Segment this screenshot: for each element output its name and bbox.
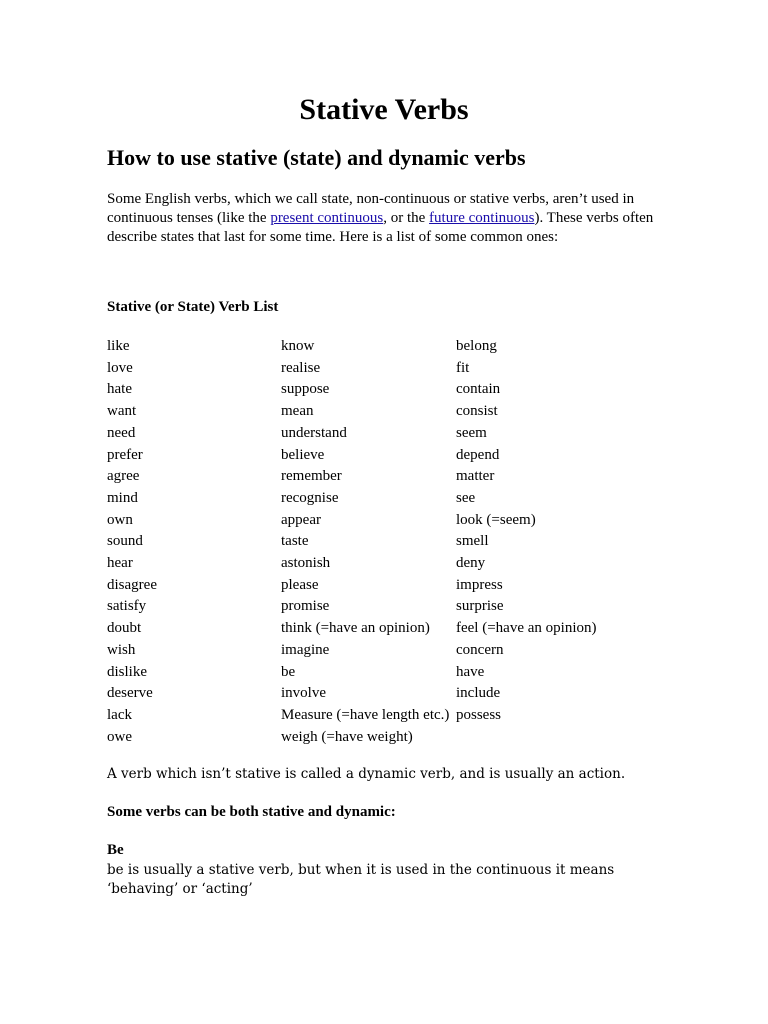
verb-cell: understand <box>281 424 347 441</box>
verb-row <box>107 596 656 618</box>
intro-text-1: Some English verbs, which we call state, non-continuous or stative verbs, aren’t used in continuous tenses (like the <box>107 191 635 226</box>
verb-cell: disagree <box>107 576 157 593</box>
verb-row <box>107 640 656 662</box>
verb-cell: recognise <box>281 489 339 506</box>
verb-cell: satisfy <box>107 598 147 615</box>
verb-cell: possess <box>456 706 502 723</box>
verb-cell: like <box>107 338 130 354</box>
section-subtitle: How to use stative (state) and dynamic verbs <box>107 145 526 170</box>
verb-cell: appear <box>281 511 321 528</box>
intro-text-2: , or the <box>383 210 430 226</box>
verb-cell: belong <box>456 338 497 354</box>
verb-cell: consist <box>456 403 498 420</box>
verb-cell: want <box>107 403 137 420</box>
verb-row <box>107 401 656 423</box>
intro-paragraph <box>107 190 667 247</box>
verb-cell: imagine <box>281 641 330 658</box>
verb-cell: fit <box>456 359 470 376</box>
verb-cell: smell <box>456 533 489 550</box>
verb-cell: suppose <box>281 381 330 398</box>
verb-row <box>107 705 656 727</box>
verb-cell: surprise <box>456 598 504 615</box>
verb-cell: contain <box>456 381 501 398</box>
be-heading: Be <box>107 842 124 858</box>
verb-row <box>107 445 656 467</box>
verb-list-heading: Stative (or State) Verb List <box>107 299 279 315</box>
verb-row <box>107 618 656 640</box>
be-explanation: be is usually a stative verb, but when it is used in the continuous it means ‘behaving’ or ‘acting’ <box>107 862 615 897</box>
verb-cell: agree <box>107 468 140 485</box>
verb-cell: Measure (=have length etc.) <box>281 706 450 723</box>
verb-cell: impress <box>456 576 503 593</box>
verb-row <box>107 336 656 358</box>
verb-cell: look (=seem) <box>456 511 536 528</box>
verb-cell: realise <box>281 359 321 376</box>
verb-row <box>107 553 656 575</box>
verb-cell: love <box>107 359 133 376</box>
verb-cell: matter <box>456 468 495 485</box>
verb-cell: concern <box>456 641 504 658</box>
present-continuous-link[interactable]: present continuous <box>270 210 384 226</box>
verb-cell: mind <box>107 489 138 506</box>
verb-cell: owe <box>107 728 132 745</box>
verb-cell: hear <box>107 555 133 572</box>
both-stative-dynamic-heading: Some verbs can be both stative and dynamic: <box>107 804 396 820</box>
verb-cell: believe <box>281 446 325 463</box>
verb-row <box>107 423 656 445</box>
verb-cell: weigh (=have weight) <box>281 728 413 745</box>
verb-cell: taste <box>281 533 309 550</box>
verb-cell: include <box>456 685 501 702</box>
verb-cell <box>456 727 656 749</box>
verb-cell: feel (=have an opinion) <box>456 620 597 637</box>
verb-cell: seem <box>456 424 487 441</box>
verb-cell: sound <box>107 533 143 550</box>
verb-cell: wish <box>107 641 136 658</box>
verb-cell: remember <box>281 468 342 485</box>
verb-cell: please <box>281 576 319 593</box>
verb-row <box>107 683 656 705</box>
verb-cell: see <box>456 489 476 506</box>
dynamic-verb-note: A verb which isn’t stative is called a dynamic verb, and is usually an action. <box>107 766 626 782</box>
intro-text-3: ). These verbs often describe states that last for some time. Here is a list of some common ones: <box>107 210 654 245</box>
future-continuous-link[interactable]: future continuous <box>429 210 535 226</box>
verb-cell: involve <box>281 685 326 702</box>
verb-cell: think (=have an opinion) <box>281 620 430 637</box>
verb-row <box>107 488 656 510</box>
verb-cell: depend <box>456 446 500 463</box>
verb-cell: deserve <box>107 685 153 702</box>
verb-table-body <box>107 336 656 748</box>
verb-cell: know <box>281 338 315 354</box>
verb-cell: dislike <box>107 663 147 680</box>
verb-row <box>107 510 656 532</box>
verb-table <box>107 336 656 748</box>
verb-row <box>107 466 656 488</box>
verb-cell: have <box>456 663 485 680</box>
verb-cell: deny <box>456 555 486 572</box>
verb-cell: promise <box>281 598 330 615</box>
verb-cell: lack <box>107 706 132 723</box>
verb-cell: doubt <box>107 620 142 637</box>
verb-row <box>107 358 656 380</box>
verb-cell: mean <box>281 403 314 420</box>
verb-row <box>107 575 656 597</box>
verb-cell: hate <box>107 381 132 398</box>
verb-row <box>107 531 656 553</box>
verb-cell: astonish <box>281 555 331 572</box>
verb-cell: be <box>281 663 296 680</box>
verb-row <box>107 662 656 684</box>
verb-cell: need <box>107 424 136 441</box>
verb-row <box>107 727 656 749</box>
page-title: Stative Verbs <box>299 93 469 126</box>
verb-cell: own <box>107 511 133 528</box>
verb-cell: prefer <box>107 446 143 463</box>
verb-row <box>107 379 656 401</box>
